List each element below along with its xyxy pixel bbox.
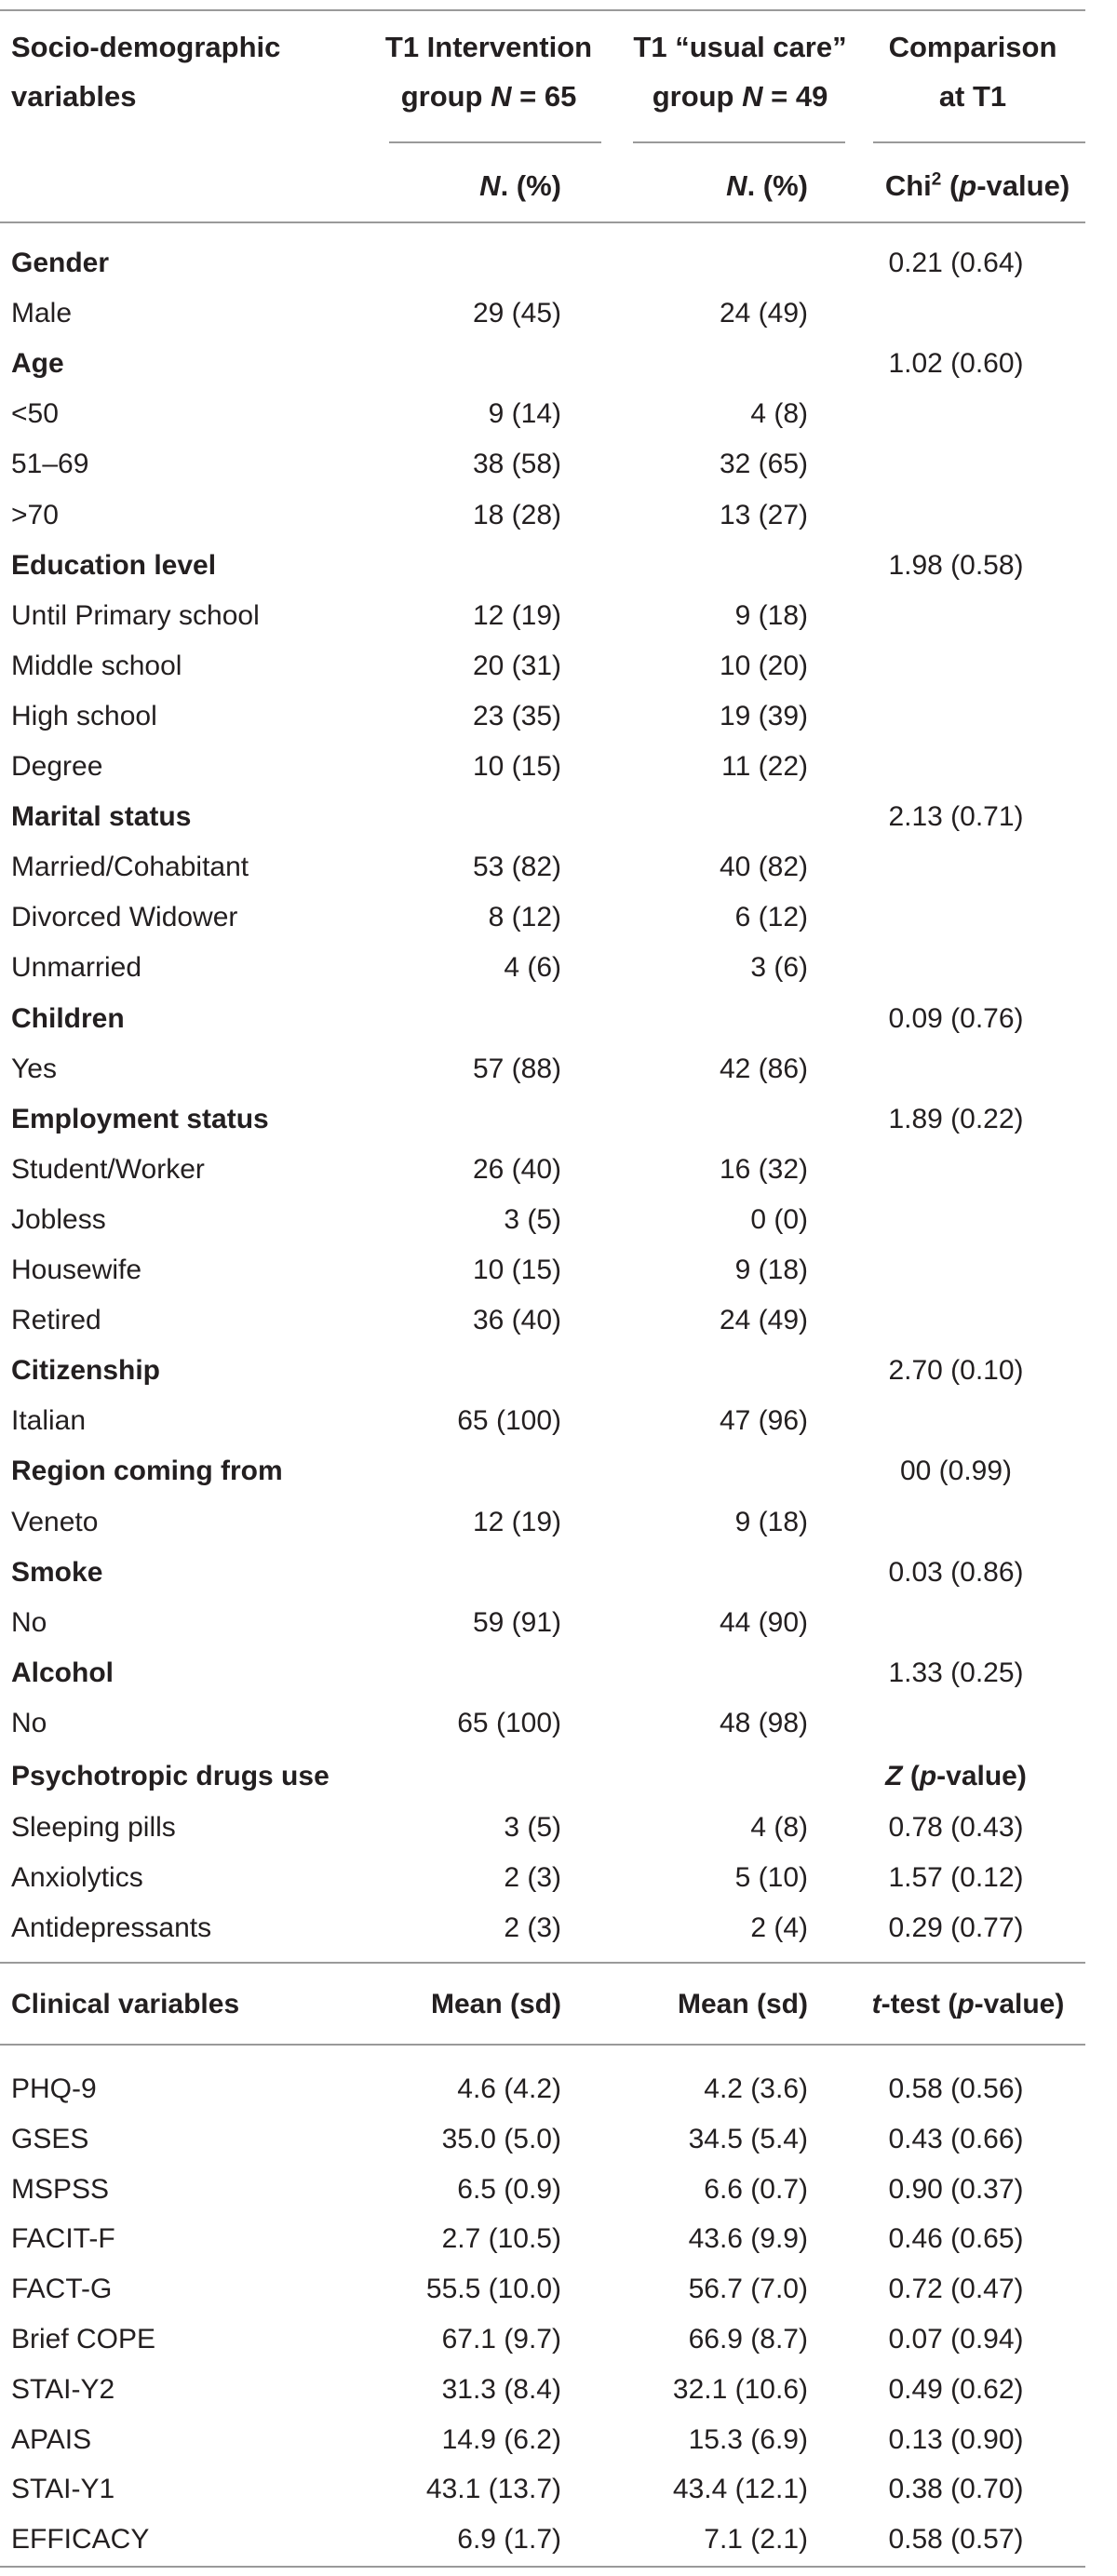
socio-row-age: [0, 339, 1085, 389]
socio-cell-cmp: 0.03 (0.86): [888, 1556, 1024, 1588]
clinical-cell-label: STAI-Y1: [11, 2474, 115, 2505]
drugs-header-z-open: (: [902, 1761, 920, 1791]
drug-cell-cmp: 0.78 (0.43): [888, 1812, 1024, 1843]
clinical-cell-label: FACT-G: [11, 2274, 113, 2305]
socio-row-retired: [0, 1295, 1085, 1346]
socio-cell-label: Italian: [11, 1405, 87, 1437]
socio-cell-cmp: [856, 1698, 1056, 1749]
socio-cell-uc: 19 (39): [719, 700, 808, 731]
socio-cell-cmp: 2.13 (0.71): [888, 801, 1024, 833]
socio-cell-uc: [633, 1346, 808, 1396]
clinical-row-phq-9: [0, 2064, 1085, 2114]
clinical-cell-cmp: 0.46 (0.65): [888, 2223, 1024, 2255]
socio-cell-int: 59 (91): [472, 1606, 561, 1638]
socio-row-jobless: [0, 1195, 1085, 1245]
clinical-cell-uc: 32.1 (10.6): [672, 2373, 808, 2405]
socio-cell-uc: [633, 1548, 808, 1598]
socio-cell-int: 29 (45): [472, 298, 561, 329]
clinical-cell-cmp: 0.07 (0.94): [888, 2324, 1024, 2355]
clinical-cell-uc: 43.6 (9.9): [688, 2223, 808, 2255]
socio-cell-label: Smoke: [11, 1556, 103, 1588]
header-col2-line2: [372, 72, 605, 121]
socio-cell-cmp: [856, 389, 1056, 439]
drug-cell-cmp: 1.57 (0.12): [888, 1862, 1024, 1894]
clinical-cell-cmp: 0.58 (0.56): [888, 2073, 1024, 2104]
socio-row-51-69: [0, 439, 1085, 490]
socio-cell-uc: 9 (18): [734, 1506, 808, 1537]
clinical-cell-label: APAIS: [11, 2423, 92, 2455]
drug-cell-label: Sleeping pills: [11, 1812, 176, 1843]
socio-cell-cmp: 0.21 (0.64): [888, 248, 1024, 278]
socio-cell-label: Retired: [11, 1305, 101, 1336]
socio-cell-label: Male: [11, 298, 73, 329]
clinical-cell-label: STAI-Y2: [11, 2373, 115, 2405]
clinical-header-rule: [0, 2044, 1085, 2046]
socio-cell-uc: [633, 1446, 808, 1496]
clinical-cell-int: 4.6 (4.2): [457, 2073, 561, 2104]
clinical-cell-uc: 56.7 (7.0): [688, 2274, 808, 2305]
socio-cell-cmp: 1.89 (0.22): [888, 1103, 1024, 1134]
socio-row-housewife: [0, 1245, 1085, 1295]
clinical-row-fact-g: [0, 2264, 1085, 2314]
socio-cell-uc: 42 (86): [719, 1053, 808, 1084]
socio-row-unmarried: [0, 943, 1085, 993]
clinical-cell-label: GSES: [11, 2123, 89, 2154]
clinical-cell-uc: 7.1 (2.1): [704, 2524, 808, 2556]
socio-cell-int: [391, 792, 561, 842]
socio-cell-label: Region coming from: [11, 1456, 283, 1487]
clinical-header-t-test: [856, 1979, 1080, 2030]
subheader-chi-label: Chi: [884, 169, 932, 202]
drug-cell-uc: 2 (4): [750, 1912, 808, 1944]
socio-cell-label: Yes: [11, 1053, 57, 1084]
subheader-chi-p: p: [959, 169, 977, 202]
socio-cell-uc: 47 (96): [719, 1405, 808, 1437]
clinical-cell-cmp: 0.58 (0.57): [888, 2524, 1024, 2556]
socio-cell-uc: 9 (18): [734, 599, 808, 631]
clinical-cell-int: 6.9 (1.7): [457, 2524, 561, 2556]
subheader-chi-superscript: 2: [931, 169, 942, 190]
socio-cell-label: Marital status: [11, 801, 192, 833]
clinical-cell-uc: 15.3 (6.9): [688, 2423, 808, 2455]
clinical-cell-int: 67.1 (9.7): [441, 2324, 561, 2355]
clinical-cell-uc: 34.5 (5.4): [688, 2123, 808, 2154]
socio-cell-int: 53 (82): [472, 852, 561, 883]
socio-cell-int: 10 (15): [472, 751, 561, 782]
socio-cell-label: >70: [11, 499, 59, 530]
clinical-header-t: t: [871, 1989, 881, 2019]
socio-cell-int: 57 (88): [472, 1053, 561, 1084]
clinical-cell-uc: 66.9 (8.7): [688, 2324, 808, 2355]
clinical-row-brief-cope: [0, 2314, 1085, 2365]
socio-cell-uc: 4 (8): [750, 398, 808, 430]
socio-row-italian: [0, 1396, 1085, 1446]
clinical-cell-int: 35.0 (5.0): [441, 2123, 561, 2154]
socio-cell-label: Married/Cohabitant: [11, 852, 249, 883]
drug-cell-label: Antidepressants: [11, 1912, 212, 1944]
header-intervention-group: [372, 22, 605, 121]
socio-cell-cmp: [856, 1598, 1056, 1648]
socio-cell-cmp: [856, 943, 1056, 993]
socio-cell-uc: [633, 792, 808, 842]
socio-cell-cmp: [856, 591, 1056, 641]
socio-row-citizenship: [0, 1346, 1085, 1396]
socio-cell-label: No: [11, 1707, 47, 1738]
socio-cell-label: Education level: [11, 549, 217, 581]
header-col3-n-value: = 49: [762, 80, 828, 113]
socio-cell-int: 18 (28): [472, 499, 561, 530]
socio-cell-label: Housewife: [11, 1254, 142, 1285]
socio-cell-cmp: [856, 742, 1056, 792]
socio-cell-uc: 40 (82): [719, 852, 808, 883]
socio-cell-label: Unmarried: [11, 952, 142, 984]
header-socio-demographic: [11, 22, 280, 121]
clinical-cell-int: 43.1 (13.7): [425, 2474, 561, 2505]
socio-cell-cmp: [856, 1245, 1056, 1295]
clinical-header-label: Clinical variables: [11, 1989, 240, 2019]
clinical-header-intervention: Mean (sd): [430, 1989, 561, 2019]
socio-cell-cmp: [856, 842, 1056, 892]
header-col2-group-word: group: [400, 80, 491, 113]
header-usual-care-group: [614, 22, 866, 121]
drug-cell-int: 2 (3): [504, 1912, 561, 1944]
subheader-usual-care-n: N: [726, 169, 747, 202]
socio-cell-label: No: [11, 1606, 47, 1638]
header-col2-n-symbol: N: [491, 80, 512, 113]
clinical-row-apais: [0, 2415, 1085, 2465]
socio-row-student-worker: [0, 1145, 1085, 1195]
socio-cell-uc: [633, 238, 808, 288]
socio-cell-label: Jobless: [11, 1203, 106, 1235]
socio-cell-cmp: [856, 1145, 1056, 1195]
subheader-usual-care-n-percent: [633, 161, 808, 211]
drug-row-anxiolytics: [0, 1853, 1085, 1903]
socio-row-no: [0, 1698, 1085, 1749]
subheader-chi-open: (: [941, 169, 960, 202]
header-col2-n-value: = 65: [511, 80, 577, 113]
drug-cell-int: 3 (5): [504, 1812, 561, 1843]
header-col2-line1: T1 Intervention: [384, 31, 593, 63]
subheader-chi-square: [861, 161, 1094, 211]
socio-cell-label: Employment status: [11, 1103, 269, 1134]
socio-cell-uc: 11 (22): [721, 751, 808, 782]
clinical-cell-cmp: 0.49 (0.62): [888, 2373, 1024, 2405]
drugs-header-z-label: [856, 1751, 1056, 1802]
socio-row-high-school: [0, 691, 1085, 742]
socio-cell-uc: [633, 339, 808, 389]
socio-cell-uc: 16 (32): [719, 1153, 808, 1185]
socio-cell-int: 3 (5): [504, 1203, 561, 1235]
socio-cell-int: [391, 994, 561, 1044]
clinical-cell-label: EFFICACY: [11, 2524, 150, 2556]
clinical-row-mspss: [0, 2165, 1085, 2215]
clinical-header-row: [0, 1979, 1085, 2030]
socio-cell-uc: 24 (49): [719, 1305, 808, 1336]
socio-cell-int: [391, 238, 561, 288]
socio-cell-int: 65 (100): [457, 1707, 561, 1738]
socio-cell-cmp: 2.70 (0.10): [888, 1355, 1024, 1387]
socio-row-male: [0, 288, 1085, 339]
socio-cell-cmp: [856, 288, 1056, 339]
clinical-cell-int: 2.7 (10.5): [441, 2223, 561, 2255]
socio-cell-cmp: [856, 1195, 1056, 1245]
socio-row-gender: [0, 238, 1085, 288]
socio-row-region-coming-from: [0, 1446, 1085, 1496]
socio-cell-int: [391, 1094, 561, 1145]
socio-cell-cmp: 1.02 (0.60): [888, 348, 1024, 380]
drug-cell-uc: 5 (10): [734, 1862, 808, 1894]
clinical-top-rule: [0, 1962, 1085, 1964]
clinical-row-stai-y2: [0, 2365, 1085, 2415]
socio-cell-cmp: 00 (0.99): [899, 1456, 1013, 1487]
socio-cell-int: 26 (40): [472, 1153, 561, 1185]
header-col3-n-symbol: N: [742, 80, 763, 113]
header-col3-group-word: group: [652, 80, 743, 113]
socio-cell-int: 12 (19): [472, 599, 561, 631]
socio-cell-int: 38 (58): [472, 449, 561, 480]
drugs-header-z-p: p: [919, 1761, 937, 1791]
socio-row-middle-school: [0, 641, 1085, 691]
subheader-intervention-percent: . (%): [500, 169, 561, 202]
drug-row-antidepressants: [0, 1903, 1085, 1953]
clinical-cell-uc: 6.6 (0.7): [704, 2173, 808, 2205]
socio-cell-uc: [633, 1648, 808, 1698]
socio-cell-cmp: [856, 641, 1056, 691]
socio-cell-cmp: [856, 691, 1056, 742]
socio-cell-label: Middle school: [11, 650, 182, 681]
socio-row-no: [0, 1598, 1085, 1648]
socio-cell-label: Citizenship: [11, 1355, 161, 1387]
header-col3-line1: T1 “usual care”: [633, 31, 847, 63]
socio-cell-int: [391, 1548, 561, 1598]
socio-cell-int: 8 (12): [488, 902, 561, 933]
socio-cell-cmp: 1.98 (0.58): [888, 549, 1024, 581]
socio-cell-label: Divorced Widower: [11, 902, 238, 933]
socio-cell-label: Children: [11, 1002, 125, 1034]
socio-cell-int: [391, 1648, 561, 1698]
clinical-header-p: p: [957, 1989, 975, 2019]
socio-cell-label: Alcohol: [11, 1657, 114, 1688]
socio-row-yes: [0, 1044, 1085, 1094]
socio-cell-uc: [633, 994, 808, 1044]
drug-cell-label: Anxiolytics: [11, 1862, 143, 1894]
clinical-row-efficacy: [0, 2515, 1085, 2565]
clinical-header-value-label: -value): [974, 1989, 1065, 2019]
socio-cell-int: 20 (31): [472, 650, 561, 681]
socio-cell-uc: 10 (20): [719, 650, 808, 681]
socio-cell-uc: [633, 1094, 808, 1145]
socio-row-smoke: [0, 1548, 1085, 1598]
clinical-header-test-open: -test (: [881, 1989, 958, 2019]
socio-cell-cmp: 0.09 (0.76): [888, 1002, 1024, 1034]
socio-cell-int: [391, 339, 561, 389]
socio-cell-int: 9 (14): [488, 398, 561, 430]
drug-cell-int: 2 (3): [504, 1862, 561, 1894]
clinical-cell-uc: 4.2 (3.6): [704, 2073, 808, 2104]
header-subrule-comparison: [873, 141, 1085, 143]
socio-cell-cmp: [856, 1295, 1056, 1346]
table-top-rule: [0, 9, 1085, 11]
socio-cell-int: 36 (40): [472, 1305, 561, 1336]
socio-cell-int: 23 (35): [472, 700, 561, 731]
socio-cell-uc: 48 (98): [719, 1707, 808, 1738]
clinical-cell-cmp: 0.90 (0.37): [888, 2173, 1024, 2205]
socio-cell-cmp: [856, 1044, 1056, 1094]
subheader-intervention-n-percent: [391, 161, 561, 211]
subheader-intervention-n: N: [479, 169, 501, 202]
clinical-row-gses: [0, 2114, 1085, 2165]
socio-cell-cmp: [856, 1396, 1056, 1446]
header-comparison: [866, 22, 1080, 121]
socio-cell-int: [391, 1446, 561, 1496]
clinical-cell-cmp: 0.38 (0.70): [888, 2474, 1024, 2505]
clinical-row-stai-y1: [0, 2464, 1085, 2515]
drug-cell-cmp: 0.29 (0.77): [888, 1912, 1024, 1944]
socio-cell-label: Until Primary school: [11, 599, 260, 631]
socio-cell-int: 65 (100): [457, 1405, 561, 1437]
socio-cell-uc: 3 (6): [750, 952, 808, 984]
header-col3-line2: [614, 72, 866, 121]
clinical-row-facit-f: [0, 2214, 1085, 2264]
socio-row-70: [0, 490, 1085, 541]
header-col4-line1: Comparison: [888, 31, 1057, 63]
socio-cell-uc: 44 (90): [719, 1606, 808, 1638]
clinical-cell-int: 6.5 (0.9): [457, 2173, 561, 2205]
clinical-header-usual-care: Mean (sd): [677, 1989, 808, 2019]
socio-row-divorced-widower: [0, 892, 1085, 943]
socio-cell-cmp: [856, 490, 1056, 541]
socio-cell-uc: [633, 541, 808, 591]
socio-cell-cmp: [856, 1497, 1056, 1548]
socio-cell-label: Veneto: [11, 1506, 99, 1537]
socio-row-married-cohabitant: [0, 842, 1085, 892]
clinical-cell-int: 14.9 (6.2): [441, 2423, 561, 2455]
table-bottom-rule: [0, 2566, 1085, 2568]
socio-cell-uc: 32 (65): [719, 449, 808, 480]
subheader-chi-value-label: -value): [976, 169, 1070, 202]
socio-cell-int: 4 (6): [504, 952, 561, 984]
clinical-cell-cmp: 0.43 (0.66): [888, 2123, 1024, 2154]
socio-cell-cmp: [856, 439, 1056, 490]
socio-cell-label: <50: [11, 398, 59, 430]
clinical-cell-label: PHQ-9: [11, 2073, 97, 2104]
socio-cell-int: [391, 541, 561, 591]
header-col1-line1: Socio-demographic: [11, 31, 281, 63]
socio-row-marital-status: [0, 792, 1085, 842]
socio-cell-label: Age: [11, 348, 64, 380]
header-subrule-intervention: [389, 141, 601, 143]
drugs-header-z-letter: Z: [885, 1761, 903, 1791]
clinical-cell-int: 55.5 (10.0): [425, 2274, 561, 2305]
clinical-cell-int: 31.3 (8.4): [441, 2373, 561, 2405]
socio-cell-label: Degree: [11, 751, 103, 782]
socio-cell-label: 51–69: [11, 449, 89, 480]
socio-cell-label: Gender: [11, 248, 110, 278]
clinical-cell-label: Brief COPE: [11, 2324, 156, 2355]
socio-row-children: [0, 994, 1085, 1044]
drugs-header-label: Psychotropic drugs use: [11, 1761, 330, 1791]
socio-row-degree: [0, 742, 1085, 792]
clinical-cell-cmp: 0.72 (0.47): [888, 2274, 1024, 2305]
header-subrule-usual-care: [633, 141, 845, 143]
socio-cell-label: High school: [11, 700, 157, 731]
socio-cell-uc: 13 (27): [719, 499, 808, 530]
clinical-cell-label: MSPSS: [11, 2173, 110, 2205]
clinical-cell-uc: 43.4 (12.1): [672, 2474, 808, 2505]
socio-row-education-level: [0, 541, 1085, 591]
drugs-header-row: [0, 1751, 1085, 1802]
socio-cell-uc: 9 (18): [734, 1254, 808, 1285]
socio-row-alcohol: [0, 1648, 1085, 1698]
socio-cell-int: 12 (19): [472, 1506, 561, 1537]
socio-row-50: [0, 389, 1085, 439]
socio-cell-int: 10 (15): [472, 1254, 561, 1285]
drug-row-sleeping-pills: [0, 1803, 1085, 1853]
socio-cell-cmp: [856, 892, 1056, 943]
socio-cell-uc: 24 (49): [719, 298, 808, 329]
clinical-cell-cmp: 0.13 (0.90): [888, 2423, 1024, 2455]
drug-cell-uc: 4 (8): [750, 1812, 808, 1843]
drugs-header-z-value-label: -value): [936, 1761, 1027, 1791]
header-col4-line2: at T1: [938, 80, 1007, 113]
socio-row-until-primary-school: [0, 591, 1085, 641]
clinical-cell-label: FACIT-F: [11, 2223, 115, 2255]
socio-cell-uc: 6 (12): [734, 902, 808, 933]
subheader-usual-care-percent: . (%): [747, 169, 808, 202]
header-bottom-rule: [0, 221, 1085, 223]
socio-row-veneto: [0, 1497, 1085, 1548]
socio-cell-label: Student/Worker: [11, 1153, 205, 1185]
socio-cell-uc: 0 (0): [750, 1203, 808, 1235]
socio-row-employment-status: [0, 1094, 1085, 1145]
socio-cell-cmp: 1.33 (0.25): [888, 1657, 1024, 1688]
header-col1-line2: variables: [11, 80, 137, 113]
socio-cell-int: [391, 1346, 561, 1396]
